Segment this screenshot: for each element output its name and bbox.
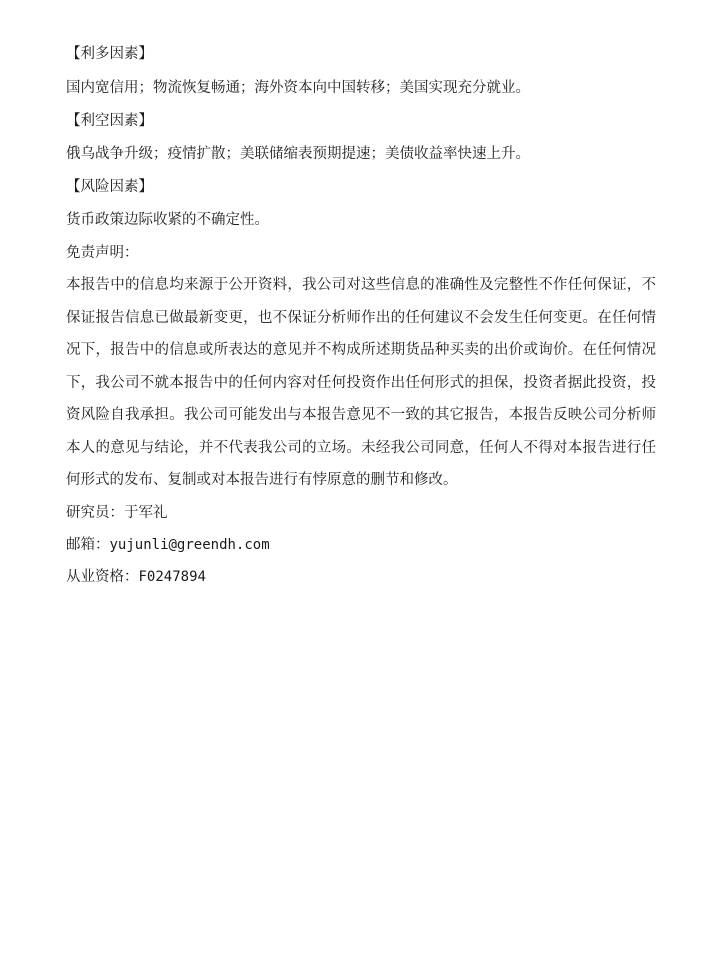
- bullish-body: 国内宽信用；物流恢复畅通；海外资本向中国转移；美国实现充分就业。: [66, 80, 530, 96]
- email-row: [66, 535, 656, 555]
- report-page: [66, 44, 656, 587]
- qualification-value: F0247894: [138, 568, 206, 585]
- email-label: 邮箱：: [66, 536, 110, 553]
- researcher-row: [66, 503, 656, 523]
- bearish-body: 俄乌战争升级；疫情扩散；美联储缩表预期提速；美债收益率快速上升。: [66, 146, 530, 162]
- researcher-name: 于军礼: [124, 504, 168, 521]
- bullish-heading: 【利多因素】: [66, 46, 153, 62]
- qualification-row: [66, 567, 656, 587]
- qualification-label: 从业资格：: [66, 568, 139, 585]
- disclaimer-body: 本报告中的信息均来源于公开资料，我公司对这些信息的准确性及完整性不作任何保证，不保证报告信息已做最新变更，也不保证分析师作出的任何建议不会发生任何变更。在任何情况下，报告中的信息或所表达的意见并不构成所述期货品种买卖的出价或询价。在任何情况下，我公司不就本报告中的任何内容对任何投资作出任何形式的担保，投资者据此投资，投资风险自我承担。我公司可能发出与本报告意见不一致的其它报告，本报告反映公司分析师本人的意见与结论，并不代表我公司的立场。未经我公司同意，任何人不得对本报告进行任何形式的发布、复制或对本报告进行有悖原意的删节和修改。: [66, 277, 656, 488]
- bearish-heading: 【利空因素】: [66, 113, 153, 129]
- disclaimer-title: 免责声明：: [66, 245, 139, 261]
- risk-body: 货币政策边际收紧的不确定性。: [66, 212, 269, 228]
- researcher-label: 研究员：: [66, 504, 124, 521]
- email-value: yujunli@greendh.com: [109, 536, 270, 553]
- risk-heading: 【风险因素】: [66, 179, 153, 195]
